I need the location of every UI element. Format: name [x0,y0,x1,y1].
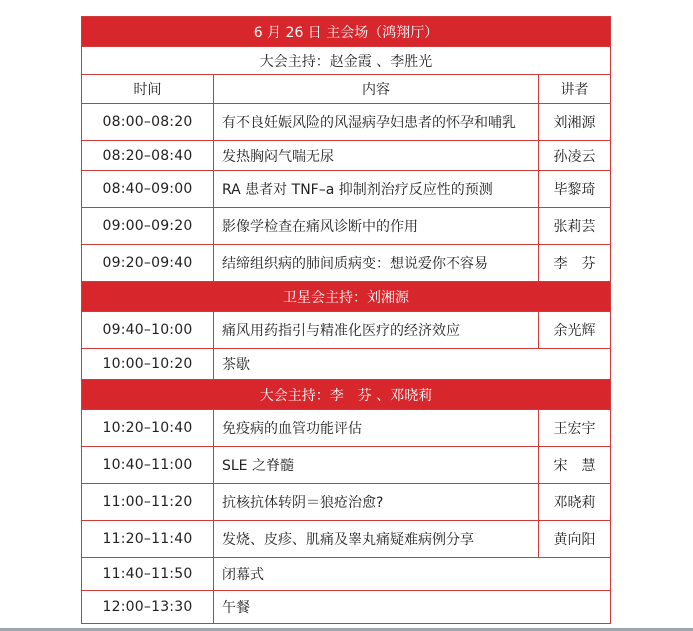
row-time: 08:40–09:00 [82,171,214,208]
column-header-row [82,75,611,104]
row-topic: 抗核抗体转阴＝狼疮治愈? [214,484,539,521]
table-row [82,521,611,558]
session-title-row [82,17,611,47]
session-title: 6 月 26 日 主会场（鸿翔厅） [82,17,611,47]
row-time: 10:00–10:20 [82,349,214,380]
row-speaker: 余光辉 [539,312,611,349]
row-time: 11:40–11:50 [82,558,214,591]
row-speaker: 孙凌云 [539,141,611,171]
col-header-time: 时间 [82,75,214,104]
table-row [82,349,611,380]
row-topic: 闭幕式 [214,558,611,591]
row-speaker: 宋 慧 [539,447,611,484]
row-time: 10:20–10:40 [82,410,214,447]
satellite-host: 卫星会主持：刘湘源 [82,282,611,312]
table-row [82,410,611,447]
table-row [82,141,611,171]
row-time: 09:40–10:00 [82,312,214,349]
row-time: 09:00–09:20 [82,208,214,245]
row-time: 08:00–08:20 [82,104,214,141]
row-speaker: 邓晓莉 [539,484,611,521]
row-speaker: 黄向阳 [539,521,611,558]
row-speaker: 王宏宇 [539,410,611,447]
table-row [82,558,611,591]
table-row [82,208,611,245]
row-topic: 有不良妊娠风险的风湿病孕妇患者的怀孕和哺乳 [214,104,539,141]
row-speaker: 张莉芸 [539,208,611,245]
main-host: 大会主持：赵金霞 、李胜光 [82,47,611,75]
row-speaker: 李 芬 [539,245,611,282]
row-time: 12:00–13:30 [82,591,214,624]
col-header-content: 内容 [214,75,539,104]
row-time: 10:40–11:00 [82,447,214,484]
row-topic: 发热胸闷气喘无尿 [214,141,539,171]
row-topic: RA 患者对 TNF–a 抑制剂治疗反应性的预测 [214,171,539,208]
row-topic: 午餐 [214,591,611,624]
table-row [82,447,611,484]
row-time: 11:20–11:40 [82,521,214,558]
row-topic: 痛风用药指引与精准化医疗的经济效应 [214,312,539,349]
row-topic: SLE 之脊髓 [214,447,539,484]
col-header-speaker: 讲者 [539,75,611,104]
satellite-host-row [82,282,611,312]
row-speaker: 刘湘源 [539,104,611,141]
row-time: 08:20–08:40 [82,141,214,171]
host-row [82,47,611,75]
table-row [82,245,611,282]
second-host-row [82,380,611,410]
row-time: 11:00–11:20 [82,484,214,521]
table-row [82,104,611,141]
second-host: 大会主持：李 芬 、邓晓莉 [82,380,611,410]
table-row [82,484,611,521]
row-topic: 影像学检查在痛风诊断中的作用 [214,208,539,245]
table-row [82,312,611,349]
row-time: 09:20–09:40 [82,245,214,282]
row-speaker: 毕黎琦 [539,171,611,208]
row-topic: 茶歇 [214,349,611,380]
row-topic: 结缔组织病的肺间质病变：想说爱你不容易 [214,245,539,282]
table-row [82,171,611,208]
row-topic: 免疫病的血管功能评估 [214,410,539,447]
schedule-table [81,16,611,624]
table-row [82,591,611,624]
row-topic: 发烧、皮疹、肌痛及睾丸痛疑难病例分享 [214,521,539,558]
